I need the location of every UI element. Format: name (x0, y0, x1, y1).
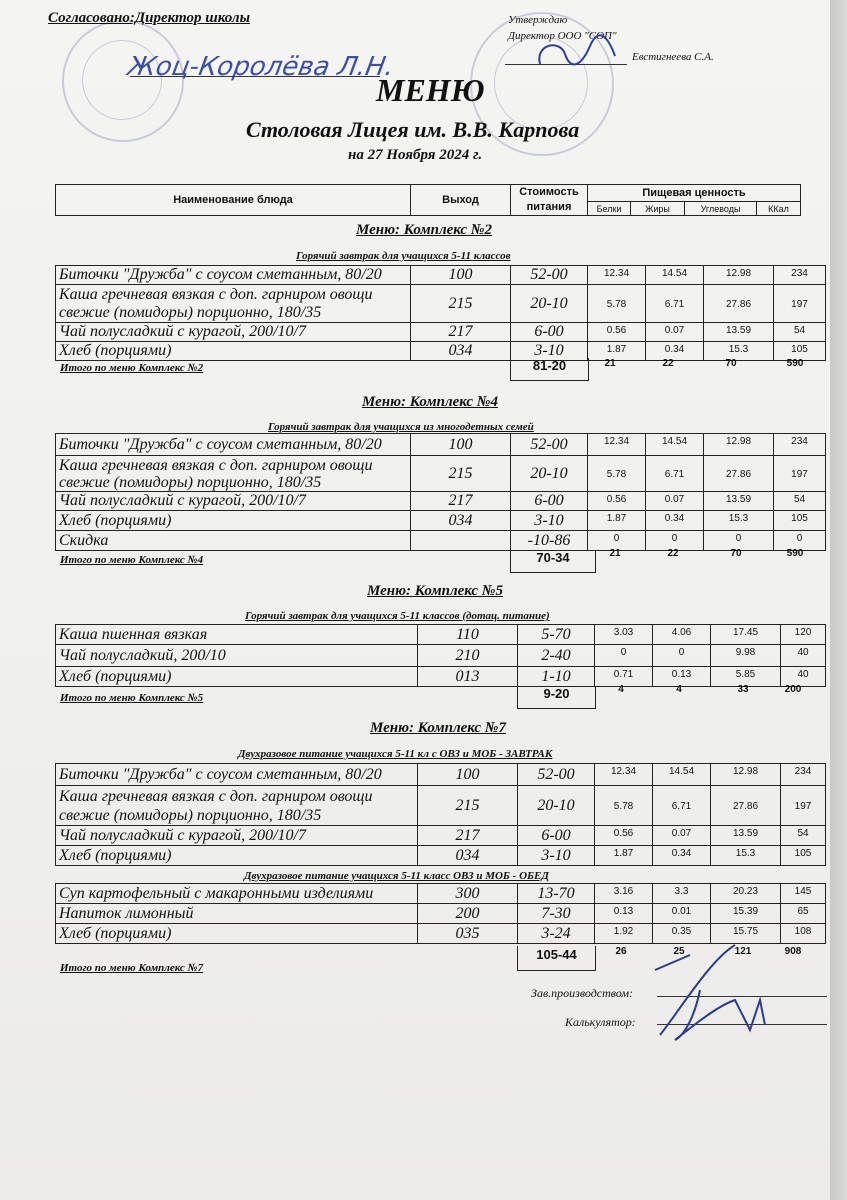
menu-total-label: Итого по меню Комплекс №4 (60, 554, 204, 566)
dish-cost: 20-10 (511, 285, 588, 323)
calculator-label: Калькулятор: (565, 1015, 636, 1029)
dish-cost: 3-24 (518, 924, 595, 944)
menu-subtitle: Горячий завтрак для учащихся 5-11 классов (296, 250, 511, 262)
dish-carbs: 15.75 (711, 924, 781, 944)
dish-output: 034 (411, 511, 511, 531)
dish-carbs: 17.45 (711, 625, 781, 645)
dish-proteins: 0.13 (595, 904, 653, 924)
dish-kcal: 197 (774, 456, 826, 492)
dish-carbs: 20.23 (711, 884, 781, 904)
dish-name: Хлеб (порциями) (56, 924, 418, 944)
dish-output (411, 531, 511, 551)
table-row (56, 492, 826, 511)
dish-fats: 6.71 (646, 456, 704, 492)
head-cost: Стоимость питания (511, 185, 588, 216)
dish-proteins: 0.56 (588, 323, 646, 342)
dish-fats: 14.54 (653, 764, 711, 786)
dish-name: Напиток лимонный (56, 904, 418, 924)
table-row (56, 266, 826, 285)
menu-total-proteins: 4 (618, 684, 624, 695)
dish-cost: 52-00 (518, 764, 595, 786)
table-row (56, 645, 826, 667)
dish-name: Чай полусладкий, 200/10 (56, 645, 418, 667)
dish-kcal: 54 (774, 492, 826, 511)
dish-kcal: 145 (781, 884, 826, 904)
dish-name: Чай полусладкий с курагой, 200/10/7 (56, 492, 411, 511)
dish-cost: 2-40 (518, 645, 595, 667)
menu-table (55, 265, 826, 361)
dish-output: 300 (418, 884, 518, 904)
dish-name: Каша гречневая вязкая с доп. гарниром овощи свежие (помидоры) порционно, 180/35 (56, 285, 411, 323)
page-subtitle: Столовая Лицея им. В.В. Карпова (246, 117, 580, 142)
approved-left-label: Согласовано:Директор школы (48, 10, 250, 26)
dish-carbs: 27.86 (711, 786, 781, 826)
dish-fats: 0.07 (646, 492, 704, 511)
approve-right-line2: Директор ООО "СОП" (508, 30, 617, 42)
dish-name: Суп картофельный с макаронными изделиями (56, 884, 418, 904)
dish-carbs: 13.59 (704, 492, 774, 511)
table-row (56, 826, 826, 846)
director-signature-icon (530, 34, 620, 74)
director-name: Евстигнеева С.А. (632, 51, 714, 63)
head-carbs: Углеводы (685, 202, 757, 216)
menu-title: Меню: Комплекс №7 (370, 720, 506, 736)
dish-kcal: 40 (781, 645, 826, 667)
dish-name: Каша гречневая вязкая с доп. гарниром овощи свежие (помидоры) порционно, 180/35 (56, 786, 418, 826)
menu-total-cost: 81-20 (510, 358, 589, 381)
approve-right-line1: Утверждаю (508, 14, 568, 26)
dish-fats: 0.34 (646, 511, 704, 531)
dish-name: Чай полусладкий с курагой, 200/10/7 (56, 323, 411, 342)
dish-output: 217 (411, 323, 511, 342)
menu-date: на 27 Ноября 2024 г. (348, 147, 483, 163)
dish-name: Хлеб (порциями) (56, 342, 411, 361)
dish-fats: 14.54 (646, 434, 704, 456)
dish-output: 215 (411, 285, 511, 323)
production-signature-icon (640, 940, 780, 1050)
dish-fats: 0.13 (653, 667, 711, 687)
menu-table-lunch (55, 883, 826, 944)
dish-name: Биточки "Дружба" с соусом сметанным, 80/20 (56, 434, 411, 456)
dish-output: 200 (418, 904, 518, 924)
dish-carbs: 15.3 (704, 342, 774, 361)
dish-name: Хлеб (порциями) (56, 511, 411, 531)
dish-carbs: 15.3 (704, 511, 774, 531)
dish-proteins: 0 (595, 645, 653, 667)
dish-cost: 3-10 (511, 511, 588, 531)
dish-fats: 0.35 (653, 924, 711, 944)
menu-subtitle: Двухразовое питание учащихся 5-11 кл с ОВЗ и МОБ - ЗАВТРАК (238, 748, 553, 760)
dish-cost: 20-10 (518, 786, 595, 826)
dish-carbs: 13.59 (711, 826, 781, 846)
dish-kcal: 108 (781, 924, 826, 944)
table-row (56, 434, 826, 456)
dish-kcal: 234 (781, 764, 826, 786)
production-head-label: Зав.производством: (531, 986, 634, 1000)
dish-carbs: 13.59 (704, 323, 774, 342)
menu-table (55, 763, 826, 866)
dish-proteins: 5.78 (588, 456, 646, 492)
menu-title: Меню: Комплекс №5 (367, 583, 503, 599)
table-row (56, 531, 826, 551)
menu-table (55, 624, 826, 687)
dish-kcal: 65 (781, 904, 826, 924)
dish-kcal: 105 (774, 511, 826, 531)
dish-fats: 0.07 (646, 323, 704, 342)
menu-total-proteins: 21 (604, 358, 616, 369)
menu-title: Меню: Комплекс №4 (362, 394, 498, 410)
dish-cost: 7-30 (518, 904, 595, 924)
dish-name: Каша пшенная вязкая (56, 625, 418, 645)
dish-cost: 20-10 (511, 456, 588, 492)
dish-proteins: 3.03 (595, 625, 653, 645)
dish-carbs: 12.98 (711, 764, 781, 786)
dish-name: Хлеб (порциями) (56, 667, 418, 687)
dish-name: Хлеб (порциями) (56, 846, 418, 866)
menu-total-fats: 22 (662, 358, 674, 369)
table-row (56, 764, 826, 786)
menu-total-carbs: 33 (737, 684, 749, 695)
menu-subtitle: Горячий завтрак для учащихся из многодетных семей (268, 421, 534, 433)
dish-carbs: 15.3 (711, 846, 781, 866)
dish-kcal: 234 (774, 266, 826, 285)
menu-total-label: Итого по меню Комплекс №7 (60, 962, 204, 974)
dish-carbs: 15.39 (711, 904, 781, 924)
head-output: Выход (411, 185, 511, 216)
dish-fats: 0 (646, 531, 704, 551)
dish-proteins: 5.78 (588, 285, 646, 323)
menu-total-kcal: 908 (784, 946, 802, 957)
dish-proteins: 5.78 (595, 786, 653, 826)
table-row (56, 667, 826, 687)
dish-output: 215 (418, 786, 518, 826)
dish-output: 215 (411, 456, 511, 492)
table-row (56, 904, 826, 924)
head-nutrition: Пищевая ценность (588, 185, 801, 202)
dish-fats: 6.71 (646, 285, 704, 323)
dish-proteins: 1.92 (595, 924, 653, 944)
dish-kcal: 197 (781, 786, 826, 826)
dish-fats: 4.06 (653, 625, 711, 645)
dish-output: 217 (411, 492, 511, 511)
dish-proteins: 12.34 (588, 434, 646, 456)
dish-cost: 1-10 (518, 667, 595, 687)
menu-total-cost: 105-44 (517, 946, 596, 971)
dish-name: Каша гречневая вязкая с доп. гарниром овощи свежие (помидоры) порционно, 180/35 (56, 456, 411, 492)
dish-fats: 14.54 (646, 266, 704, 285)
dish-cost: 6-00 (511, 492, 588, 511)
dish-carbs: 27.86 (704, 285, 774, 323)
dish-kcal: 105 (781, 846, 826, 866)
table-row (56, 846, 826, 866)
table-row (56, 285, 826, 323)
dish-output: 210 (418, 645, 518, 667)
dish-output: 034 (411, 342, 511, 361)
dish-cost: 3-10 (518, 846, 595, 866)
dish-carbs: 12.98 (704, 266, 774, 285)
dish-kcal: 120 (781, 625, 826, 645)
dish-cost: 6-00 (511, 323, 588, 342)
dish-kcal: 40 (781, 667, 826, 687)
menu-total-label: Итого по меню Комплекс №5 (60, 692, 204, 704)
dish-output: 100 (411, 266, 511, 285)
menu-total-label: Итого по меню Комплекс №2 (60, 362, 204, 374)
dish-kcal: 54 (781, 826, 826, 846)
header-table (55, 184, 801, 216)
dish-fats: 0 (653, 645, 711, 667)
menu-total-carbs: 70 (730, 548, 742, 559)
menu-total-cost: 70-34 (510, 550, 596, 573)
handwritten-signature-left: Жоц-Королёва Л.Н. (125, 52, 397, 82)
head-fats: Жиры (631, 202, 685, 216)
dish-output: 034 (418, 846, 518, 866)
dish-cost: 52-00 (511, 434, 588, 456)
table-row (56, 323, 826, 342)
dish-cost: 5-70 (518, 625, 595, 645)
menu-title: Меню: Комплекс №2 (356, 222, 492, 238)
dish-proteins: 12.34 (588, 266, 646, 285)
dish-carbs: 12.98 (704, 434, 774, 456)
dish-cost: 13-70 (518, 884, 595, 904)
signature-line-left (130, 76, 380, 77)
dish-proteins: 1.87 (588, 511, 646, 531)
dish-output: 035 (418, 924, 518, 944)
menu-total-proteins: 26 (615, 946, 627, 957)
menu-total-proteins: 21 (609, 548, 621, 559)
menu-total-kcal: 590 (786, 358, 804, 369)
dish-fats: 0.34 (653, 846, 711, 866)
dish-carbs: 27.86 (704, 456, 774, 492)
dish-output: 100 (411, 434, 511, 456)
menu-total-kcal: 200 (784, 684, 802, 695)
menu-total-carbs: 121 (734, 946, 752, 957)
dish-proteins: 0.71 (595, 667, 653, 687)
paper-edge (830, 0, 847, 1200)
dish-cost: 6-00 (518, 826, 595, 846)
menu-total-carbs: 70 (725, 358, 737, 369)
page-title: МЕНЮ (376, 72, 485, 108)
dish-fats: 0.34 (646, 342, 704, 361)
dish-name: Скидка (56, 531, 411, 551)
dish-proteins: 0 (588, 531, 646, 551)
dish-kcal: 197 (774, 285, 826, 323)
dish-cost: 3-10 (511, 342, 588, 361)
dish-carbs: 9.98 (711, 645, 781, 667)
menu-total-fats: 22 (667, 548, 679, 559)
dish-output: 217 (418, 826, 518, 846)
table-row (56, 786, 826, 826)
head-proteins: Белки (588, 202, 631, 216)
menu-subtitle: Горячий завтрак для учащихся 5-11 классов (дотац. питание) (245, 610, 550, 622)
dish-kcal: 105 (774, 342, 826, 361)
table-row (56, 511, 826, 531)
head-kcal: ККал (757, 202, 801, 216)
dish-fats: 3.3 (653, 884, 711, 904)
dish-proteins: 3.16 (595, 884, 653, 904)
dish-proteins: 1.87 (588, 342, 646, 361)
dish-proteins: 12.34 (595, 764, 653, 786)
dish-name: Чай полусладкий с курагой, 200/10/7 (56, 826, 418, 846)
menu-total-fats: 4 (676, 684, 682, 695)
dish-output: 110 (418, 625, 518, 645)
dish-fats: 0.01 (653, 904, 711, 924)
dish-kcal: 0 (774, 531, 826, 551)
table-row (56, 456, 826, 492)
dish-proteins: 0.56 (588, 492, 646, 511)
menu-total-kcal: 590 (786, 548, 804, 559)
dish-name: Биточки "Дружба" с соусом сметанным, 80/20 (56, 266, 411, 285)
table-row (56, 625, 826, 645)
head-name: Наименование блюда (56, 185, 411, 216)
dish-carbs: 0 (704, 531, 774, 551)
dish-name: Биточки "Дружба" с соусом сметанным, 80/20 (56, 764, 418, 786)
menu-table (55, 433, 826, 551)
dish-fats: 0.07 (653, 826, 711, 846)
dish-cost: 52-00 (511, 266, 588, 285)
menu-total-cost: 9-20 (517, 686, 596, 709)
dish-proteins: 1.87 (595, 846, 653, 866)
dish-output: 013 (418, 667, 518, 687)
menu-subtitle-lunch: Двухразовое питание учащихся 5-11 класс ОВЗ и МОБ - ОБЕД (244, 870, 549, 882)
dish-output: 100 (418, 764, 518, 786)
dish-kcal: 54 (774, 323, 826, 342)
dish-kcal: 234 (774, 434, 826, 456)
dish-proteins: 0.56 (595, 826, 653, 846)
dish-fats: 6.71 (653, 786, 711, 826)
menu-total-fats: 25 (673, 946, 685, 957)
table-row (56, 884, 826, 904)
dish-carbs: 5.85 (711, 667, 781, 687)
dish-cost: -10-86 (511, 531, 588, 551)
